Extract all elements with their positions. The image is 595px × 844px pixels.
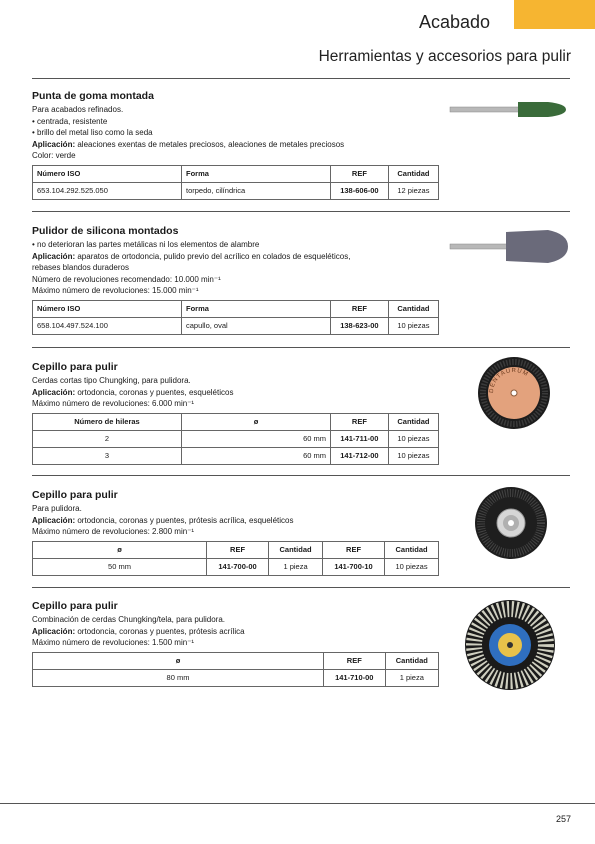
col-header: Cantidad bbox=[269, 541, 323, 558]
cell: capullo, oval bbox=[182, 317, 331, 334]
rpm-max: Máximo número de revoluciones: 1.500 min⁻¹ bbox=[32, 638, 195, 647]
application bbox=[32, 626, 447, 638]
col-header: ø bbox=[33, 541, 207, 558]
divider bbox=[32, 475, 570, 476]
description: Para pulidora. bbox=[32, 504, 82, 513]
brush-logo-text: DENTAURUM bbox=[488, 367, 530, 394]
product-table bbox=[32, 300, 439, 335]
section-rubber-point bbox=[32, 90, 447, 200]
col-header: Cantidad bbox=[388, 165, 438, 182]
cell: 141-711-00 bbox=[331, 430, 389, 447]
application-text: aleaciones exentas de metales preciosos, aleaciones de metales preciosos bbox=[75, 139, 345, 149]
cell: 138-623-00 bbox=[331, 317, 389, 334]
cell: 10 piezas bbox=[388, 430, 438, 447]
col-header: Forma bbox=[182, 300, 331, 317]
product-table bbox=[32, 541, 439, 576]
col-header: Forma bbox=[182, 165, 331, 182]
feature: • brillo del metal liso como la seda bbox=[32, 128, 153, 137]
bristle-brush-orange-image bbox=[477, 356, 551, 430]
divider bbox=[32, 587, 570, 588]
application-label: Aplicación: bbox=[32, 251, 76, 261]
cell: torpedo, cilíndrica bbox=[182, 182, 331, 199]
table-row bbox=[33, 430, 439, 447]
description: Para acabados refinados. bbox=[32, 105, 124, 114]
application-text: ortodoncia, coronas y puentes, prótesis acrílica bbox=[75, 626, 245, 636]
col-header: REF bbox=[324, 652, 386, 669]
col-header: Número ISO bbox=[33, 300, 182, 317]
col-header: Número ISO bbox=[33, 165, 182, 182]
table-row bbox=[33, 182, 439, 199]
cell: 12 piezas bbox=[388, 182, 438, 199]
product-table bbox=[32, 652, 439, 687]
table-row bbox=[33, 447, 439, 464]
green-rubber-point-image bbox=[448, 96, 568, 124]
cell: 10 piezas bbox=[385, 558, 439, 575]
col-header: REF bbox=[331, 300, 389, 317]
section-title: Cepillo para pulir bbox=[32, 361, 118, 373]
product-table bbox=[32, 413, 439, 465]
application bbox=[32, 251, 447, 263]
cell: 2 bbox=[33, 430, 182, 447]
header-title: Acabado bbox=[418, 12, 490, 32]
section-brush-50 bbox=[32, 489, 447, 576]
cell: 60 mm bbox=[182, 447, 331, 464]
cell: 141-700-10 bbox=[322, 558, 384, 575]
cell: 60 mm bbox=[182, 430, 331, 447]
cell: 1 pieza bbox=[385, 669, 438, 686]
footer-divider bbox=[0, 803, 595, 804]
cell: 658.104.497.524.100 bbox=[33, 317, 182, 334]
col-header: ø bbox=[33, 652, 324, 669]
application-label: Aplicación: bbox=[32, 387, 76, 397]
cell: 1 pieza bbox=[269, 558, 323, 575]
cell: 3 bbox=[33, 447, 182, 464]
col-header: REF bbox=[331, 413, 389, 430]
col-header: ø bbox=[182, 413, 331, 430]
col-header: Cantidad bbox=[388, 413, 438, 430]
cell: 653.104.292.525.050 bbox=[33, 182, 182, 199]
cell: 10 piezas bbox=[388, 447, 438, 464]
application-text: aparatos de ortodoncia, pulido previo del acrílico en colados de esqueléticos, bbox=[75, 251, 351, 261]
rpm-recommended: Número de revoluciones recomendado: 10.000 min⁻¹ bbox=[32, 274, 221, 284]
divider bbox=[32, 211, 570, 212]
divider bbox=[32, 347, 570, 348]
product-table bbox=[32, 165, 439, 200]
rpm-max: Máximo número de revoluciones: 2.800 min⁻¹ bbox=[32, 527, 195, 536]
feature: • no deterioran las partes metálicas ni los elementos de alambre bbox=[32, 240, 260, 249]
description: Combinación de cerdas Chungking/tela, para pulidora. bbox=[32, 615, 226, 624]
table-row bbox=[33, 317, 439, 334]
col-header: REF bbox=[207, 541, 269, 558]
bristle-brush-black-image bbox=[474, 486, 548, 560]
col-header: Número de hileras bbox=[33, 413, 182, 430]
col-header: REF bbox=[331, 165, 389, 182]
section-silicone-polisher bbox=[32, 225, 447, 335]
application-text: ortodoncia, coronas y puentes, esqueléticos bbox=[75, 387, 234, 397]
table-row bbox=[33, 669, 439, 686]
application-label: Aplicación: bbox=[32, 515, 76, 525]
application-label: Aplicación: bbox=[32, 626, 76, 636]
divider bbox=[32, 78, 570, 79]
header-tab bbox=[514, 0, 595, 29]
col-header: Cantidad bbox=[388, 300, 438, 317]
rpm-max: Máximo número de revoluciones: 15.000 min⁻¹ bbox=[32, 286, 199, 295]
cell: 138-606-00 bbox=[331, 182, 389, 199]
table-row bbox=[33, 558, 439, 575]
application bbox=[32, 387, 447, 399]
page-number: 257 bbox=[555, 814, 571, 824]
application-cont: rebases blandos duraderos bbox=[32, 263, 129, 272]
feature: • centrada, resistente bbox=[32, 116, 108, 126]
description: Cerdas cortas tipo Chungking, para pulidora. bbox=[32, 376, 191, 385]
cell: 141-710-00 bbox=[324, 669, 386, 686]
section-title: Cepillo para pulir bbox=[32, 600, 118, 612]
cell: 141-712-00 bbox=[331, 447, 389, 464]
col-header: Cantidad bbox=[385, 652, 438, 669]
col-header: REF bbox=[322, 541, 384, 558]
section-title: Punta de goma montada bbox=[32, 90, 154, 102]
combination-brush-image bbox=[464, 599, 556, 691]
application-text: ortodoncia, coronas y puentes, prótesis acrílica, esqueléticos bbox=[75, 515, 294, 525]
col-header: Cantidad bbox=[385, 541, 439, 558]
cell: 10 piezas bbox=[388, 317, 438, 334]
cell: 141-700-00 bbox=[207, 558, 269, 575]
rpm-max: Máximo número de revoluciones: 6.000 min⁻¹ bbox=[32, 399, 195, 408]
cell: 80 mm bbox=[33, 669, 324, 686]
section-title: Cepillo para pulir bbox=[32, 489, 118, 501]
application bbox=[32, 139, 447, 151]
header-subtitle: Herramientas y accesorios para pulir bbox=[318, 48, 571, 65]
application-label: Aplicación: bbox=[32, 139, 76, 149]
section-brush-2 bbox=[32, 361, 447, 465]
section-title: Pulidor de silicona montados bbox=[32, 225, 179, 237]
section-brush-80 bbox=[32, 600, 447, 687]
application bbox=[32, 515, 447, 527]
silicone-polisher-image bbox=[448, 226, 570, 268]
cell: 50 mm bbox=[33, 558, 207, 575]
color-info: Color: verde bbox=[32, 151, 76, 160]
